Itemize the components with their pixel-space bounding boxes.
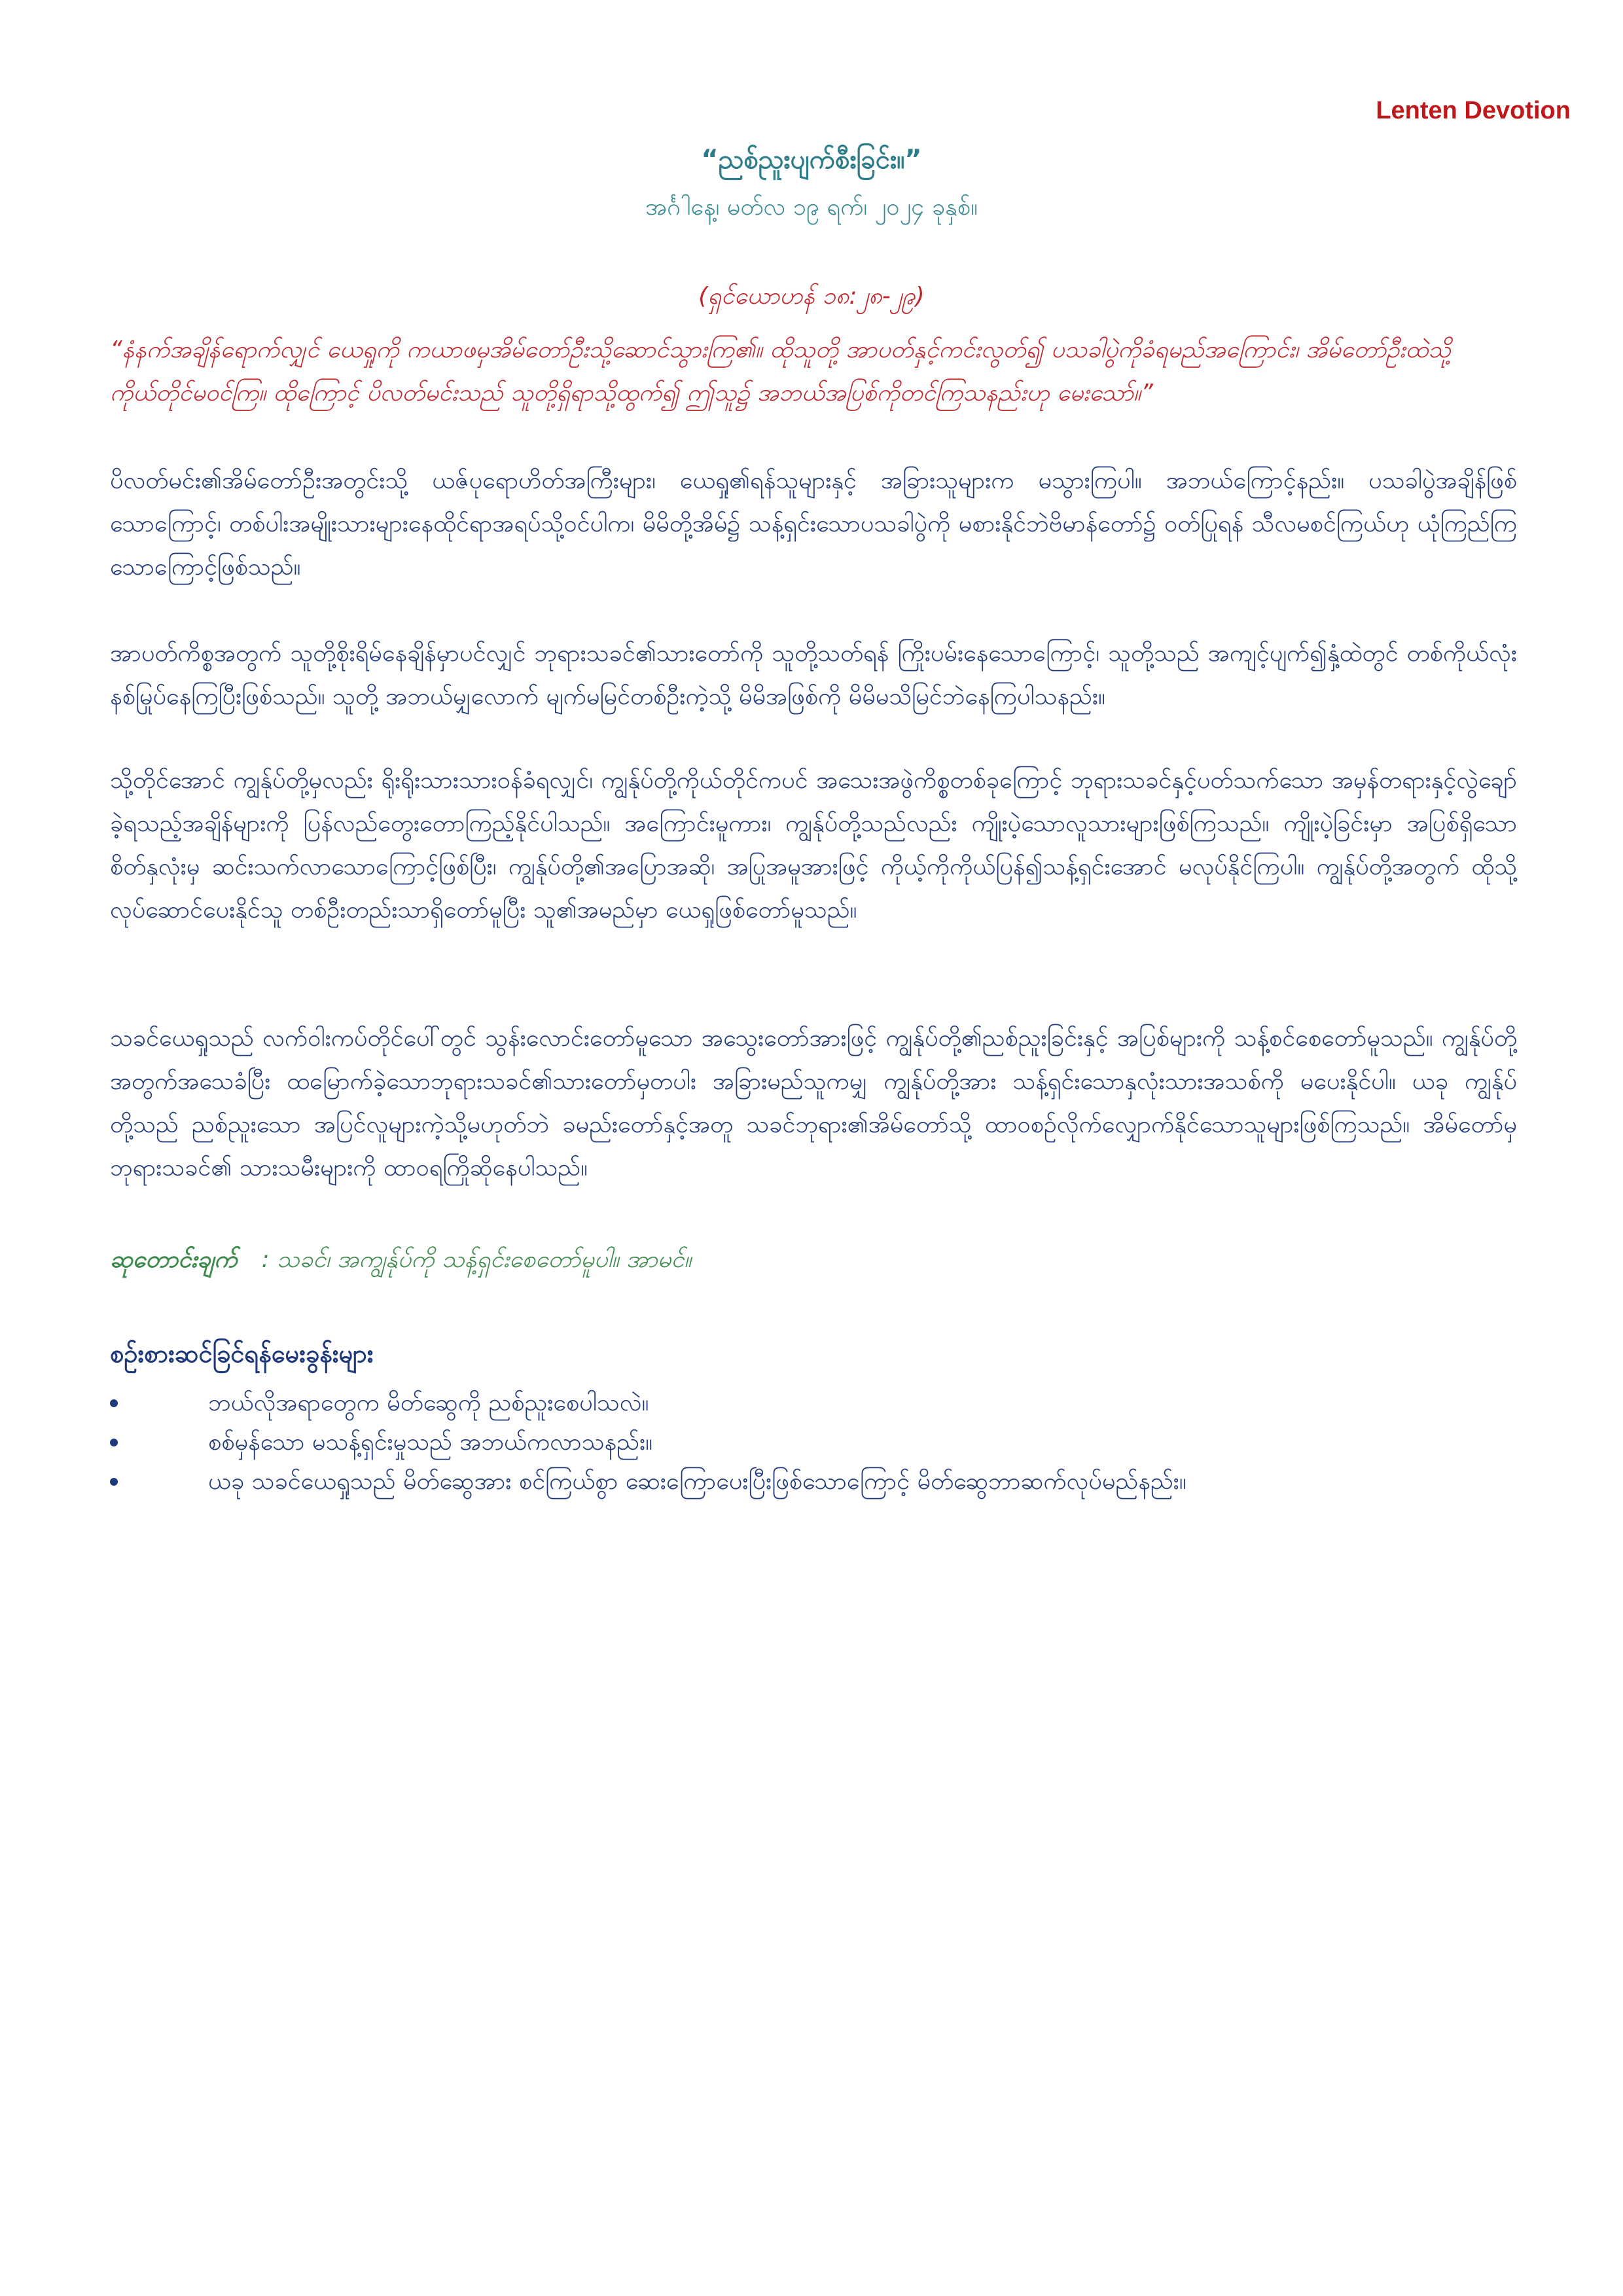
questions-heading: စဉ်းစားဆင်ခြင်ရန်မေးခွန်းများ [110,1339,374,1368]
bullet-icon [110,1439,118,1446]
list-item [110,1423,1517,1462]
prayer [110,1244,1517,1279]
body-paragraph: ပိလတ်မင်း၏အိမ်တော်ဦးအတွင်းသို့ ယဇ်ပုရောဟိတ်အကြီးများ၊ ယေရှု၏ရန်သူများနှင့် အခြားသူများက မသွားကြပါ။ အဘယ်ကြောင့်နည်း။ ပသခါပွဲအချိန်ဖြစ်သောကြောင့်၊ တစ်ပါးအမျိုးသားများနေထိုင်ရာအရပ်သို့ဝင်ပါက၊ မိမိတို့အိမ်၌ သန့်ရှင်းသောပသခါပွဲကို မစားနိုင်ဘဲဗိမာန်တော်၌ ဝတ်ပြုရန် သီလမစင်ကြယ်ဟု ယုံကြည်ကြသောကြောင့်ဖြစ်သည်။ [110,467,1517,581]
prayer-text: : သခင်၊ အကျွန်ုပ်ကို သန့်ရှင်းစေတော်မူပါ။ အာမင်။ [261,1246,692,1273]
header-tag: Lenten Devotion [1376,97,1571,124]
question-text: ဘယ်လိုအရာတွေက မိတ်ဆွေကို ညစ်ညူးစေပါသလဲ။ [208,1390,649,1416]
bullet-icon [110,1478,118,1486]
body-paragraph: သို့တိုင်အောင် ကျွန်ုပ်တို့မှလည်း ရိုးရိုးသားသားဝန်ခံရလျှင်၊ ကျွန်ုပ်တို့ကိုယ်တိုင်ကပင် အသေးအဖွဲကိစ္စတစ်ခုကြောင့် ဘုရားသခင်နှင့်ပတ်သက်သော အမှန်တရားနှင့်လွဲချော်ခဲ့ရသည့်အချိန်များကို ပြန်လည်တွေးတောကြည့်နိုင်ပါသည်။ အကြောင်းမူကား၊ ကျွန်ုပ်တို့သည်လည်း ကျိုးပဲ့သောလူသားများဖြစ်ကြသည်။ ကျိုးပဲ့ခြင်းမှာ အပြစ်ရှိသောစိတ်နှလုံးမှ ဆင်းသက်လာသောကြောင့်ဖြစ်ပြီး၊ ကျွန်ုပ်တို့၏အပြောအဆို၊ အပြုအမူအားဖြင့် ကိုယ့်ကိုကိုယ်ပြန်၍သန့်ရှင်းအောင် မလုပ်နိုင်ကြပါ။ ကျွန်ုပ်တို့အတွက် ထိုသို့လုပ်ဆောင်ပေးနိုင်သူ တစ်ဦးတည်းသာရှိတော်မူပြီး သူ၏အမည်မှာ ယေရှုဖြစ်တော်မူသည်။ [110,767,1517,924]
questions-list [110,1384,1517,1501]
question-text: ယခု သခင်ယေရှုသည် မိတ်ဆွေအား စင်ကြယ်စွာ ဆေးကြောပေးပြီးဖြစ်သောကြောင့် မိတ်ဆွေဘာဆက်လုပ်မည်နည်း။ [208,1468,1186,1495]
devotion-date: အင်္ဂါနေ့၊ မတ်လ ၁၉ ရက်၊ ၂၀၂၄ ခုနှစ်။ [645,194,978,221]
devotion-title: “ညစ်ညူးပျက်စီးခြင်း။” [701,145,922,175]
list-item [110,1462,1517,1501]
scripture-verse: “နံနက်အချိန်ရောက်လျှင် ယေရှုကို ကယာဖမှအိမ်တော်ဦးသို့ဆောင်သွားကြ၏။ ထိုသူတို့ အာပတ်နှင့်ကင်းလွတ်၍ ပသခါပွဲကိုခံရမည်အကြောင်း၊ အိမ်တော်ဦးထဲသို့ ကိုယ်တိုင်မဝင်ကြ။ ထိုကြောင့် ပိလတ်မင်းသည် သူတို့ရှိရာသို့ထွက်၍ ဤသူ၌ အဘယ်အပြစ်ကိုတင်ကြသနည်းဟု မေးသော်။” [110,336,1452,406]
bullet-icon [110,1399,118,1407]
question-text: စစ်မှန်သော မသန့်ရှင်းမှုသည် အဘယ်ကလာသနည်း။ [208,1429,653,1456]
list-item [110,1384,1517,1423]
prayer-label: ဆုတောင်းချက် [110,1246,238,1273]
body-paragraph: သခင်ယေရှုသည် လက်ဝါးကပ်တိုင်ပေါ်တွင် သွန်းလောင်းတော်မူသော အသွေးတော်အားဖြင့် ကျွန်ုပ်တို့၏ညစ်ညူးခြင်းနှင့် အပြစ်များကို သန့်စင်စေတော်မူသည်။ ကျွန်ုပ်တို့အတွက်အသေခံပြီး ထမြောက်ခဲ့သောဘုရားသခင်၏သားတော်မှတပါး အခြားမည်သူကမျှ ကျွန်ုပ်တို့အား သန့်ရှင်းသောနှလုံးသားအသစ်ကို မပေးနိုင်ပါ။ ယခု ကျွန်ုပ်တို့သည် ညစ်ညူးသော အပြင်လူများကဲ့သို့မဟုတ်ဘဲ ခမည်းတော်နှင့်အတူ သခင်ဘုရား၏အိမ်တော်သို့ ထာဝစဉ်လိုက်လျှောက်နိုင်သောသူများဖြစ်ကြသည်။ အိမ်တော်မှ ဘုရားသခင်၏ သားသမီးများကို ထာဝရကြိုဆိုနေပါသည်။ [110,1025,1517,1181]
body-paragraph: အာပတ်ကိစ္စအတွက် သူတို့စိုးရိမ်နေချိန်မှာပင်လျှင် ဘုရားသခင်၏သားတော်ကို သူတို့သတ်ရန် ကြိုးပမ်းနေသောကြောင့်၊ သူတို့သည် အကျင့်ပျက်၍နှံ့ထဲတွင် တစ်ကိုယ်လုံးနစ်မြုပ်နေကြပြီးဖြစ်သည်။ သူတို့ အဘယ်မျှလောက် မျက်မမြင်တစ်ဦးကဲ့သို့ မိမိအဖြစ်ကို မိမိမသိမြင်ဘဲနေကြပါသနည်း။ [110,640,1517,710]
scripture-reference: (ရှင်ယောဟန် ၁၈:၂၈-၂၉) [698,283,925,310]
